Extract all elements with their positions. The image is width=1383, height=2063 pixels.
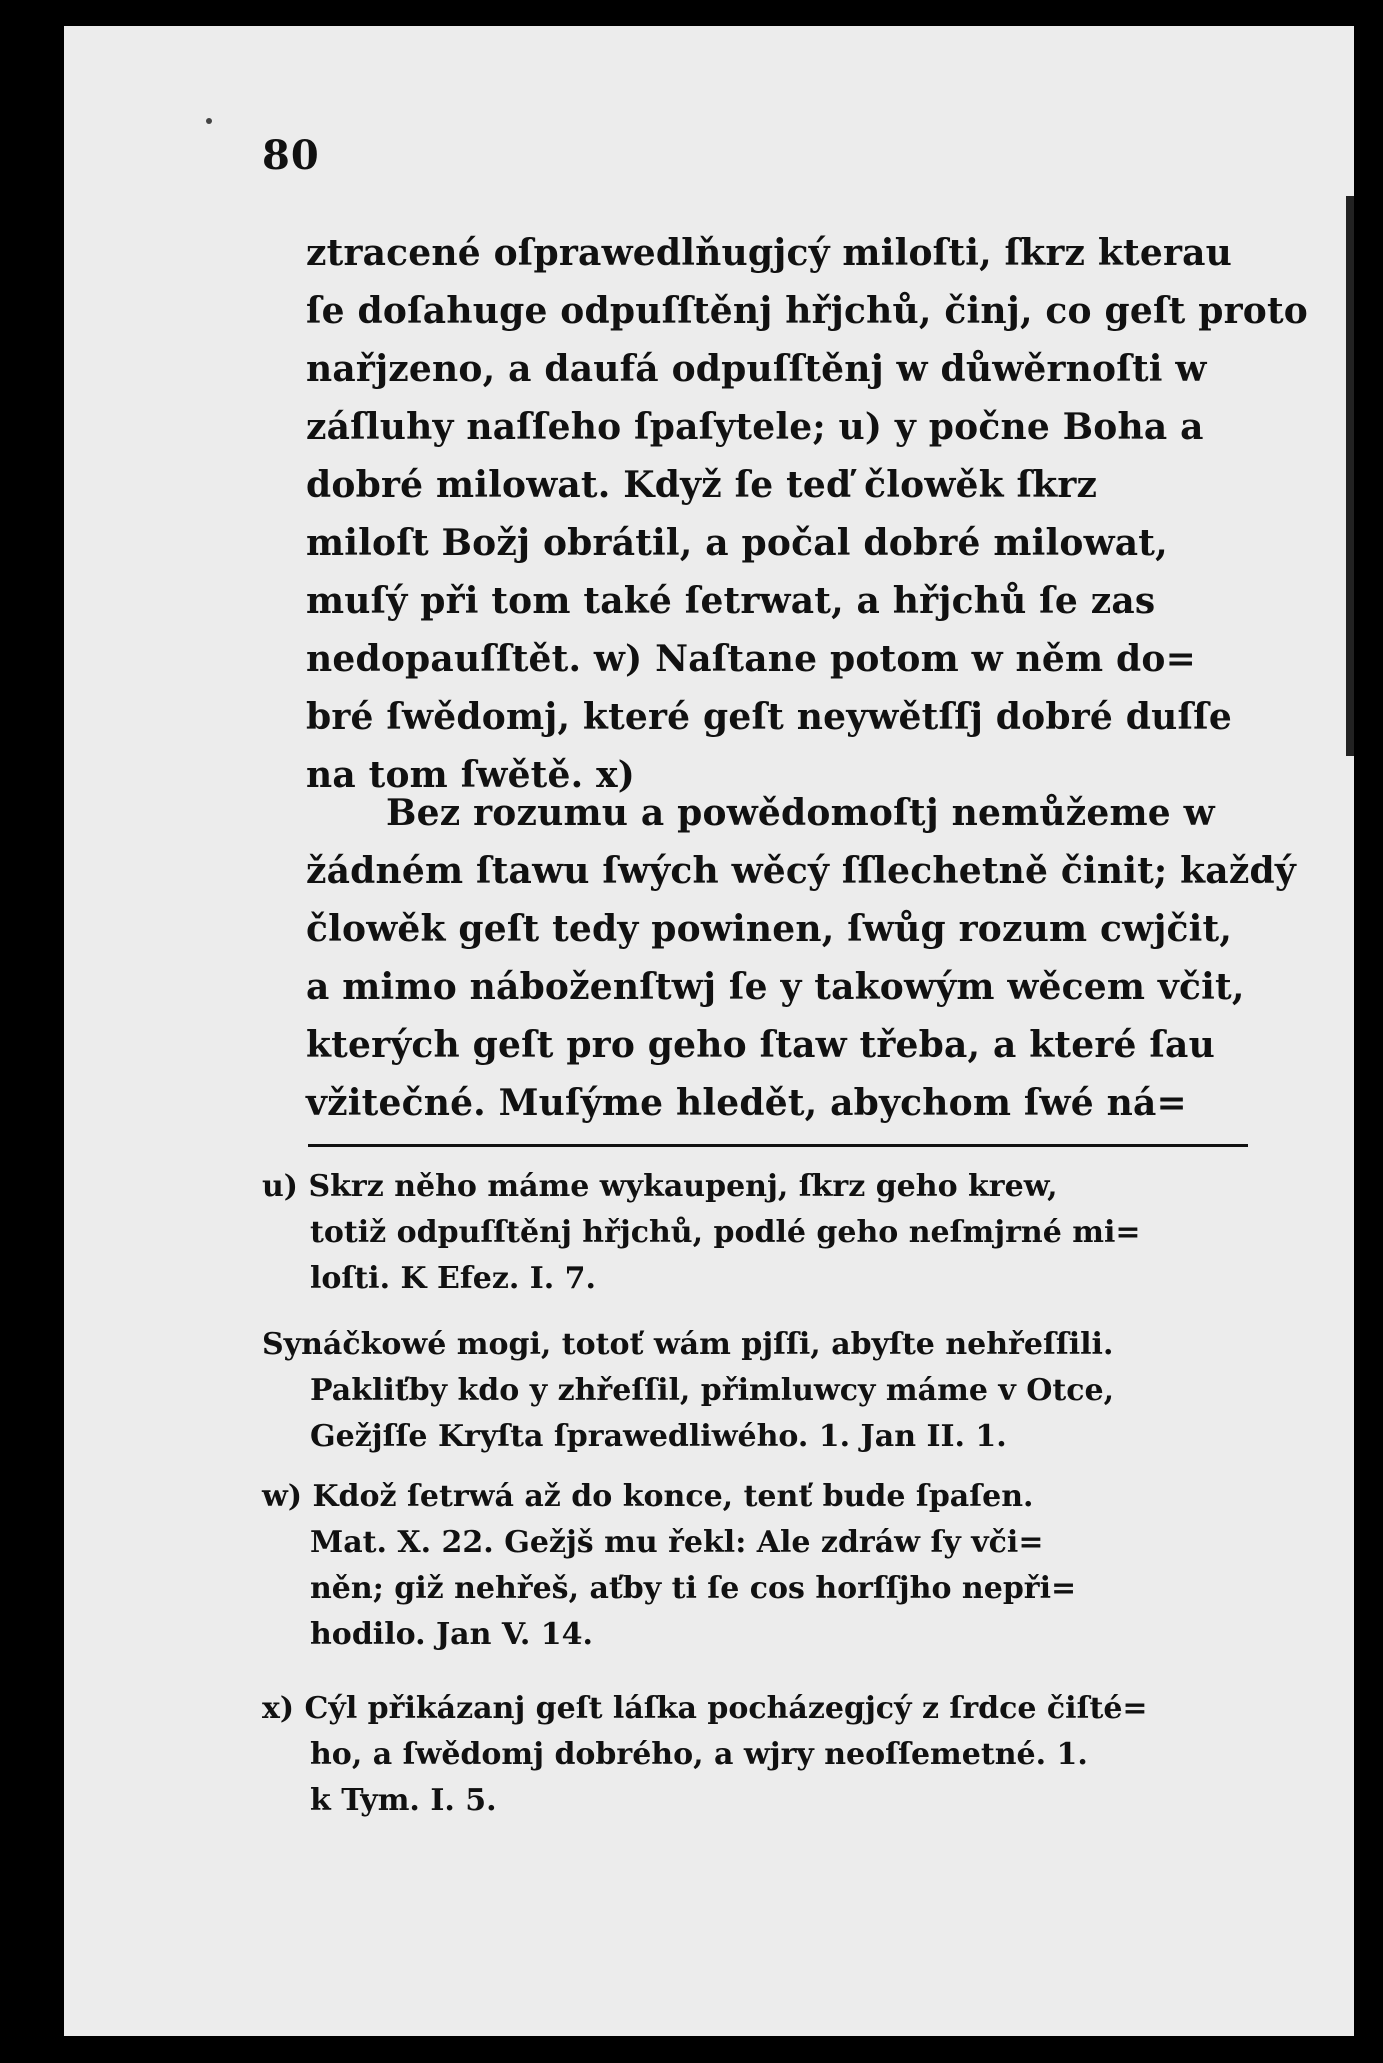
footnote-line: ho, a ſwědomj dobrého, a wjry neoſſemetné. 1. xyxy=(310,1737,1088,1772)
footnote-u xyxy=(262,1164,1252,1302)
footnote-line: hodilo. Jan V. 14. xyxy=(310,1617,593,1652)
footnote-line: x) Cýl přikázanj geſt láſka pocházegjcý z ſrdce čiſté= xyxy=(262,1691,1148,1726)
footnote-line: w) Kdož ſetrwá až do konce, tenť bude ſpaſen. xyxy=(262,1479,1034,1514)
paragraph-1 xyxy=(306,224,1308,804)
text-line: dobré milowat. Když ſe teď člowěk ſkrz xyxy=(306,464,1098,506)
text-line: na tom ſwětě. x) xyxy=(306,754,635,796)
footnote-line: Mat. X. 22. Gežjš mu řekl: Ale zdráw ſy vči= xyxy=(310,1525,1044,1560)
text-line: a mimo náboženſtwj ſe y takowým wěcem včit, xyxy=(306,966,1245,1008)
footnote-u-continued xyxy=(262,1322,1252,1460)
page-edge-shadow xyxy=(1346,196,1354,756)
text-line: ſe doſahuge odpuſſtěnj hřjchů, činj, co geſt proto xyxy=(306,290,1308,332)
text-line: ztracené oſprawedlňugjcý miloſti, ſkrz kterau xyxy=(306,232,1233,274)
footnote-line: něn; giž nehřeš, aťby ti ſe cos horſſjho nepři= xyxy=(310,1571,1077,1606)
footnote-line: loſti. K Efez. I. 7. xyxy=(310,1261,596,1296)
footnote-w xyxy=(262,1474,1252,1658)
footnote-line: Synáčkowé mogi, totoť wám pjſſi, abyſte nehřeſſili. xyxy=(262,1327,1114,1362)
footnote-line: Pakliťby kdo y zhřeſſil, přimluwcy máme v Otce, xyxy=(310,1373,1115,1408)
footnote-line: k Tym. I. 5. xyxy=(310,1783,497,1818)
book-page xyxy=(64,26,1354,2036)
page-number: 80 xyxy=(262,132,320,179)
text-line: Bez rozumu a powědomoſtj nemůžeme w xyxy=(386,792,1215,834)
paragraph-2 xyxy=(306,784,1296,1132)
speck xyxy=(206,118,212,124)
text-line: žádném ſtawu ſwých wěcý ſſlechetně činit; každý xyxy=(306,850,1296,892)
footnote-line: u) Skrz něho máme wykaupenj, ſkrz geho krew, xyxy=(262,1169,1058,1204)
text-line: člowěk geſt tedy powinen, ſwůg rozum cwjčit, xyxy=(306,908,1233,950)
footnote-line: totiž odpuſſtěnj hřjchů, podlé geho neſmjrné mi= xyxy=(310,1215,1141,1250)
text-line: vžitečné. Muſýme hledět, abychom ſwé ná= xyxy=(306,1082,1187,1124)
text-line: miloſt Božj obrátil, a počal dobré milowat, xyxy=(306,522,1168,564)
text-line: nedopauſſtět. w) Naſtane potom w něm do= xyxy=(306,638,1196,680)
text-line: záſluhy naſſeho ſpaſytele; u) y počne Boha a xyxy=(306,406,1204,448)
footnote-x xyxy=(262,1686,1252,1824)
text-line: nařjzeno, a daufá odpuſſtěnj w důwěrnoſti w xyxy=(306,348,1207,390)
text-line: bré ſwědomj, které geſt neywětſſj dobré duſſe xyxy=(306,696,1232,738)
text-line: muſý při tom také ſetrwat, a hřjchů ſe zas xyxy=(306,580,1156,622)
footnote-divider xyxy=(308,1144,1248,1147)
text-line: kterých geſt pro geho ſtaw třeba, a které ſau xyxy=(306,1024,1215,1066)
footnote-line: Gežjſſe Kryſta ſprawedliwého. 1. Jan II. 1. xyxy=(310,1419,1007,1454)
